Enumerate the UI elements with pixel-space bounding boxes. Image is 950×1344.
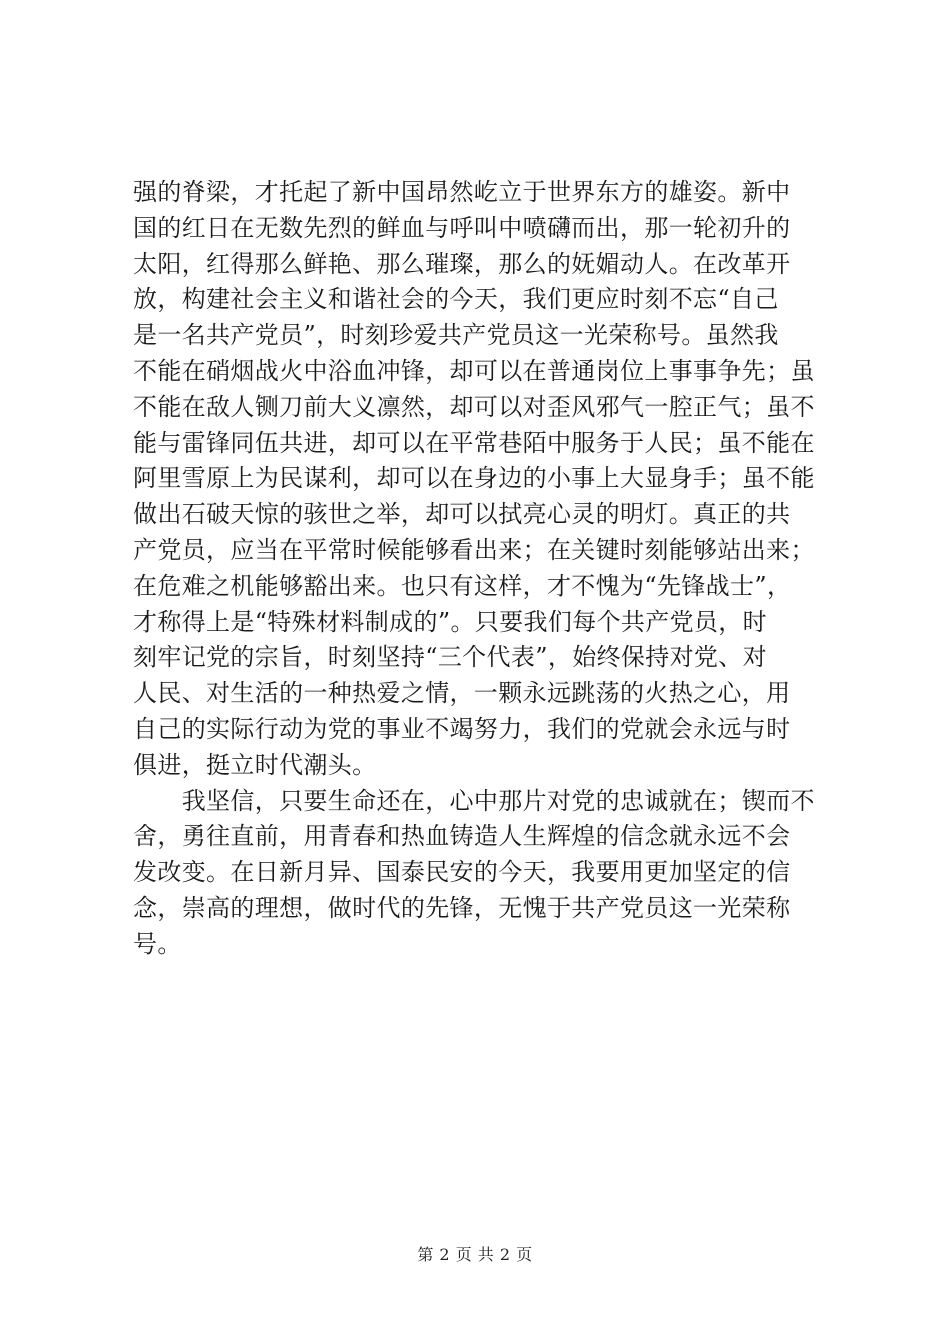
text-line: 念，崇高的理想，做时代的先锋，无愧于共产党员这一光荣称 xyxy=(133,893,791,922)
text-line: 发改变。在日新月异、国泰民安的今天，我要用更加坚定的信 xyxy=(133,858,791,887)
text-line: 才称得上是“特殊材料制成的”。只要我们每个共产党员，时 xyxy=(133,607,767,636)
text-line: 是一名共产党员”，时刻珍爱共产党员这一光荣称号。虽然我 xyxy=(133,321,779,350)
text-line: 产党员，应当在平常时候能够看出来；在关键时刻能够站出来； xyxy=(133,535,815,564)
text-line: 在危难之机能够豁出来。也只有这样，才不愧为“先锋战士”， xyxy=(133,571,792,600)
text-line: 做出石破天惊的骇世之举，却可以拭亮心灵的明灯。真正的共 xyxy=(133,500,791,529)
text-line: 刻牢记党的宗旨，时刻坚持“三个代表”，始终保持对党、对 xyxy=(133,643,767,672)
body-text xyxy=(133,175,833,963)
text-line: 能与雷锋同伍共进，却可以在平常巷陌中服务于人民；虽不能在 xyxy=(133,428,815,457)
text-line: 不能在敌人铡刀前大义凛然，却可以对歪风邪气一腔正气；虽不 xyxy=(133,392,815,421)
text-line: 舍，勇往直前，用青春和热血铸造人生辉煌的信念就永远不会 xyxy=(133,822,791,851)
text-line: 自己的实际行动为党的事业不竭努力，我们的党就会永远与时 xyxy=(133,714,791,743)
text-line: 我坚信，只要生命还在，心中那片对党的忠诚就在；锲而不 xyxy=(133,786,815,815)
page-number-footer: 第 2 页 共 2 页 xyxy=(417,1245,533,1264)
text-line: 太阳，红得那么鲜艳、那么璀璨，那么的妩媚动人。在改革开 xyxy=(133,249,791,278)
text-line: 强的脊梁，才托起了新中国昂然屹立于世界东方的雄姿。新中 xyxy=(133,178,791,206)
text-line: 不能在硝烟战火中浴血冲锋，却可以在普通岗位上事事争先；虽 xyxy=(133,356,815,385)
text-line: 国的红日在无数先烈的鲜血与呼叫中喷礴而出，那一轮初升的 xyxy=(133,213,791,242)
text-line: 人民、对生活的一种热爱之情，一颗永远跳荡的火热之心，用 xyxy=(133,679,791,708)
text-line: 放，构建社会主义和谐社会的今天，我们更应时刻不忘“自己 xyxy=(133,285,779,314)
text-line: 阿里雪原上为民谋利，却可以在身边的小事上大显身手；虽不能 xyxy=(133,464,815,493)
text-line: 俱进，挺立时代潮头。 xyxy=(133,750,377,779)
text-line: 号。 xyxy=(133,929,182,958)
